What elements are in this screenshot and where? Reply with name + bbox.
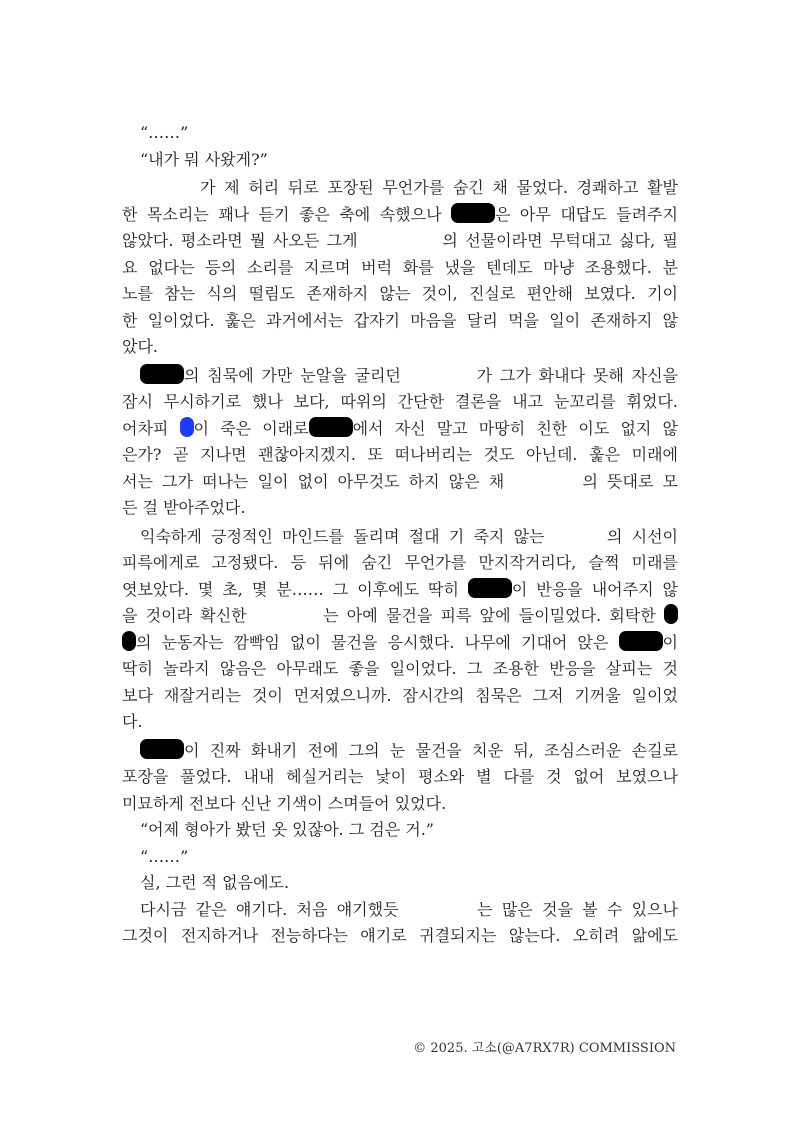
text-span: 이 bbox=[662, 632, 678, 652]
paragraph-line bbox=[122, 870, 678, 897]
text-span: 않았다. 평소라면 뭘 사오든 그게 bbox=[122, 231, 358, 250]
text-span: 서는 그가 떠나는 일이 없이 아무것도 하지 않은 채 bbox=[122, 471, 505, 491]
paragraph-line bbox=[122, 175, 678, 202]
paragraph-line bbox=[122, 738, 678, 765]
text-span: 그것이 전지하거나 전능하다는 얘기로 귀결되지는 않는다. 오히려 앎에도 bbox=[122, 926, 678, 945]
text-span: 의 뜻대로 모 bbox=[582, 471, 679, 491]
paragraph-line bbox=[122, 923, 678, 950]
dialogue-line bbox=[122, 844, 678, 871]
text-span: 은 아무 대답도 들려주지 bbox=[495, 204, 678, 224]
text-span: “……” bbox=[140, 123, 189, 142]
paragraph-line bbox=[122, 577, 678, 604]
text-span: 가 그가 화내다 못해 자신을 bbox=[476, 365, 678, 385]
paragraph-line bbox=[122, 495, 678, 522]
paragraph-line bbox=[122, 550, 678, 577]
text-span: 는 많은 것을 볼 수 있으나 bbox=[477, 899, 679, 919]
paragraph-line bbox=[122, 897, 678, 924]
redaction-mark bbox=[468, 578, 512, 598]
text-span: 익숙하게 긍정적인 마인드를 돌리며 절대 기 죽지 않는 bbox=[140, 526, 545, 546]
paragraph-line bbox=[122, 281, 678, 308]
paragraph-line bbox=[122, 630, 678, 657]
paragraph-line bbox=[122, 416, 678, 443]
text-span: 의 시선이 bbox=[606, 526, 678, 546]
paragraph-line bbox=[122, 255, 678, 282]
copyright-footer: © 2025. 고소(@A7RX7R) COMMISSION bbox=[413, 1041, 676, 1056]
text-span: 았다. bbox=[122, 337, 158, 356]
text-span: 다시금 같은 얘기다. 처음 얘기했듯 bbox=[140, 899, 399, 919]
redaction-mark bbox=[451, 203, 495, 223]
redaction-mark bbox=[619, 631, 663, 651]
text-span: 든 걸 받아주었다. bbox=[122, 498, 246, 517]
paragraph-line bbox=[122, 228, 678, 255]
text-span: 의 눈동자는 깜빡임 없이 물건을 응시했다. 나무에 기대어 앉은 bbox=[136, 632, 609, 652]
paragraph-line bbox=[122, 656, 678, 683]
text-span: 다. bbox=[122, 712, 143, 731]
paragraph-line bbox=[122, 334, 678, 361]
paragraph-line bbox=[122, 389, 678, 416]
text-span: “……” bbox=[140, 846, 189, 866]
paragraph-line bbox=[122, 764, 678, 791]
text-span: 에서 자신 말고 마땅히 친한 이도 없지 않 bbox=[352, 418, 678, 438]
dialogue-line bbox=[122, 817, 678, 844]
text-span: 을 것이라 확신한 bbox=[122, 606, 247, 625]
paragraph-line bbox=[122, 469, 678, 496]
text-span: 이 죽은 이래로 bbox=[193, 418, 309, 438]
text-span: 요 없다는 등의 소리를 지르며 버럭 화를 냈을 텐데도 마냥 조용했다. 분 bbox=[122, 257, 678, 277]
text-span: 한 일이었다. 훑은 과거에서는 갑자기 마음을 달리 먹을 일이 존재하지 않 bbox=[122, 310, 678, 330]
text-span: 미묘하게 전보다 신난 기색이 스며들어 있었다. bbox=[122, 793, 447, 813]
text-span: 은가? 곧 지나면 괜찮아지겠지. 또 떠나버리는 것도 아닌데. 훑은 미래에 bbox=[122, 445, 678, 464]
text-span: 피륵에게로 고정됐다. 등 뒤에 숨긴 무언가를 만지작거리다, 슬쩍 미래를 bbox=[122, 553, 678, 572]
text-span: “어제 형아가 봤던 옷 있잖아. 그 검은 거.” bbox=[140, 820, 434, 839]
text-span: “내가 뭐 사왔게?” bbox=[140, 149, 268, 169]
text-span: 포장을 풀었다. 내내 헤실거리는 낯이 평소와 별 다를 것 없어 보였으나 bbox=[122, 767, 678, 786]
redaction-mark bbox=[309, 417, 353, 437]
text-span: 잠시 무시하기로 했나 보다, 따위의 간단한 결론을 내고 눈꼬리를 휘었다. bbox=[122, 392, 678, 411]
text-span: 엿보았다. 몇 초, 몇 분…… 그 이후에도 딱히 bbox=[122, 579, 459, 599]
text-span: 이 반응을 내어주지 않 bbox=[511, 579, 678, 599]
text-span: 딱히 놀라지 않음은 아무래도 좋을 일이었다. 그 조용한 반응을 살피는 것 bbox=[122, 659, 678, 678]
text-span: 노를 참는 식의 떨림도 존재하지 않는 것이, 진실로 편안해 보였다. 기이 bbox=[122, 284, 678, 303]
redaction-mark bbox=[140, 739, 184, 759]
paragraph-line bbox=[122, 709, 678, 736]
redaction-mark-blue bbox=[180, 417, 194, 437]
text-span: 의 침묵에 가만 눈알을 굴리던 bbox=[184, 365, 401, 385]
paragraph-line bbox=[122, 202, 678, 229]
text-span: 의 선물이라면 무턱대고 싫다, 필 bbox=[442, 231, 679, 250]
paragraph-line bbox=[122, 308, 678, 335]
text-span: 한 목소리는 꽤나 듣기 좋은 축에 속했으나 bbox=[122, 204, 442, 224]
dialogue-line bbox=[122, 120, 678, 147]
redaction-mark bbox=[664, 604, 678, 624]
manuscript-body bbox=[122, 120, 678, 950]
redaction-mark bbox=[122, 631, 136, 651]
paragraph-line bbox=[122, 442, 678, 469]
text-span: 보다 재잘거리는 것이 먼저였으니까. 잠시간의 침묵은 그저 기꺼울 일이었 bbox=[122, 685, 678, 705]
text-span: 는 아예 물건을 피륵 앞에 들이밀었다. 회탁한 bbox=[323, 606, 656, 625]
text-span: 가 제 허리 뒤로 포장된 무언가를 숨긴 채 물었다. 경쾌하고 활발 bbox=[200, 178, 678, 197]
paragraph-line bbox=[122, 524, 678, 551]
dialogue-line bbox=[122, 147, 678, 174]
redaction-mark bbox=[140, 364, 184, 384]
text-span: 이 진짜 화내기 전에 그의 눈 물건을 치운 뒤, 조심스러운 손길로 bbox=[184, 740, 678, 760]
paragraph-line bbox=[122, 363, 678, 390]
text-span: 실, 그런 적 없음에도. bbox=[140, 873, 290, 892]
paragraph-line bbox=[122, 603, 678, 630]
text-span: 어차피 bbox=[122, 418, 169, 438]
paragraph-line bbox=[122, 683, 678, 710]
paragraph-line bbox=[122, 791, 678, 818]
